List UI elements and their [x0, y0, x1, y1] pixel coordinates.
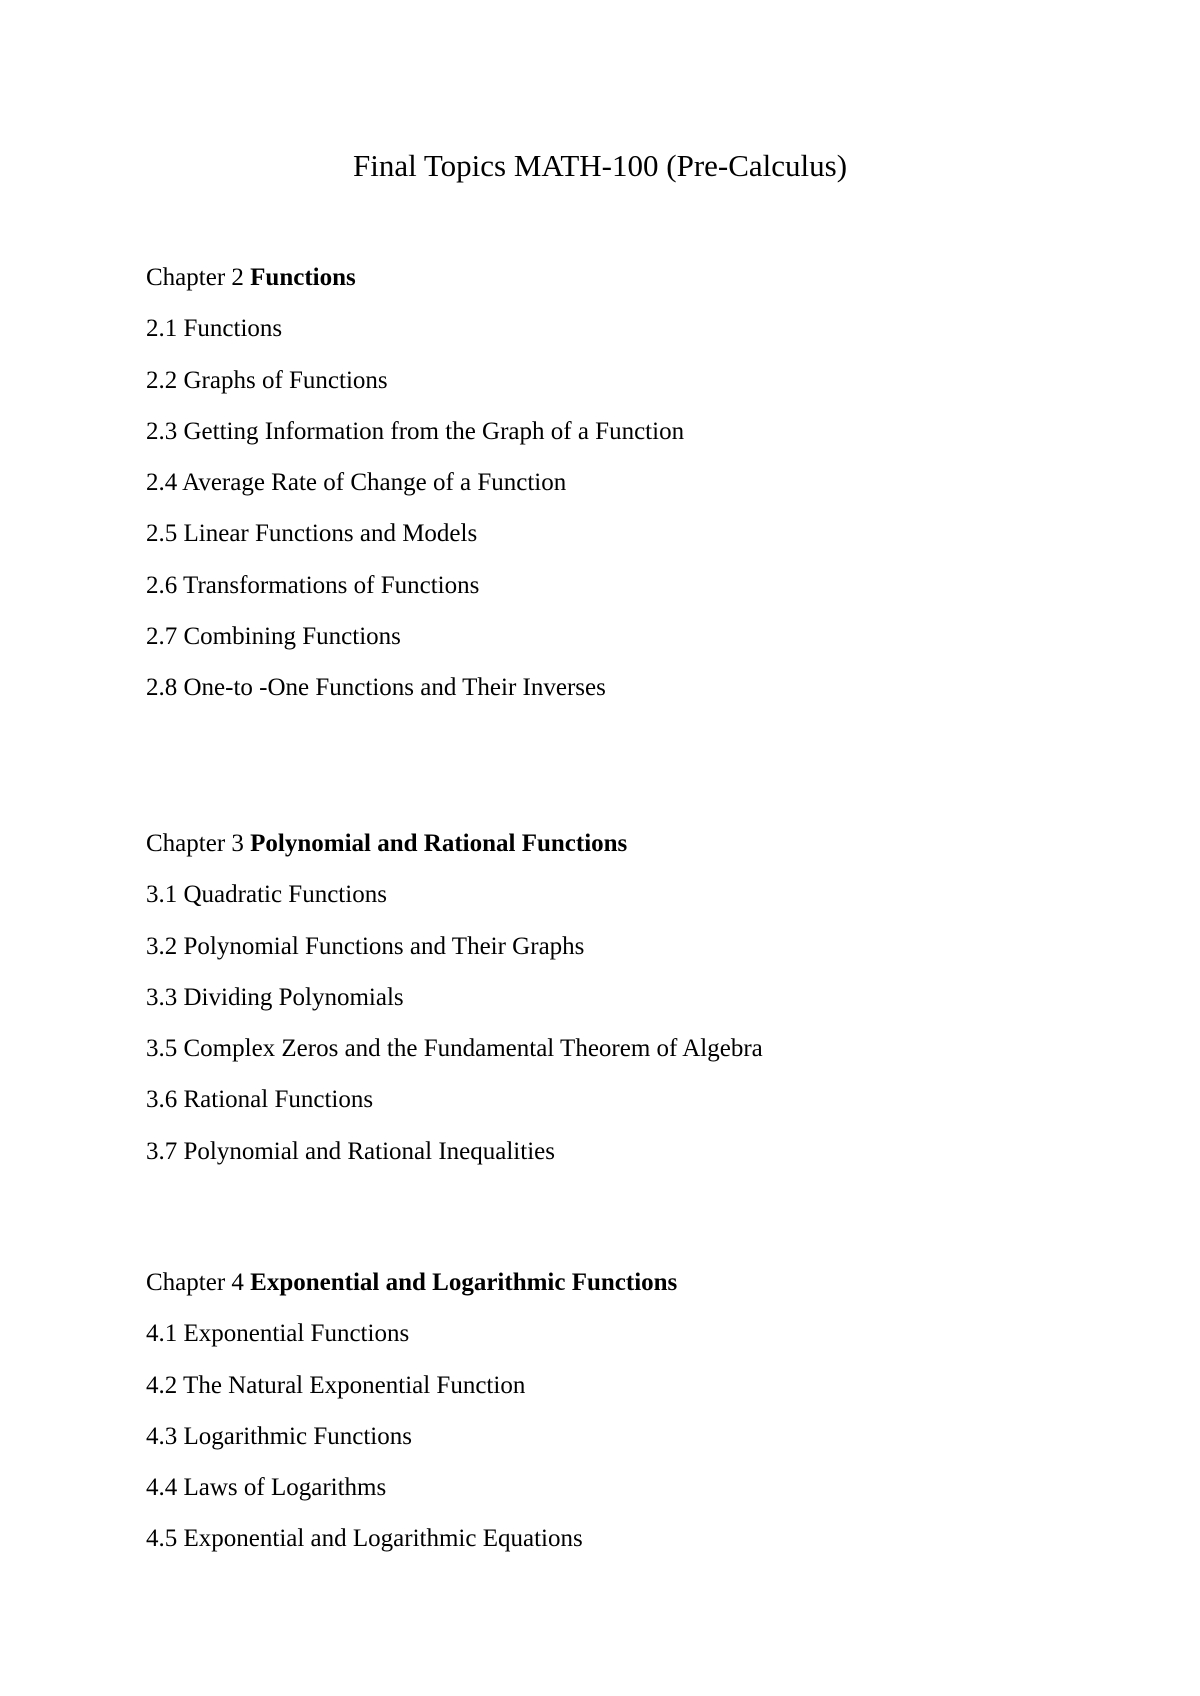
chapter-section — [146, 1257, 1146, 1565]
chapter-heading — [146, 1257, 1146, 1308]
topic-item: 4.5 Exponential and Logarithmic Equations — [146, 1525, 583, 1553]
topic-item: 4.3 Logarithmic Functions — [146, 1422, 412, 1450]
topic-item: 3.2 Polynomial Functions and Their Graphs — [146, 932, 585, 960]
topic-item: 4.4 Laws of Logarithms — [146, 1474, 387, 1502]
chapter-number: Chapter 3 — [146, 830, 244, 857]
topic-item: 2.5 Linear Functions and Models — [146, 520, 478, 548]
topic-item: 2.1 Functions — [146, 315, 283, 343]
chapter-name: Polynomial and Rational Functions — [250, 830, 628, 857]
topic-item: 2.8 One-to -One Functions and Their Inverses — [146, 674, 606, 702]
chapter-section — [146, 818, 1146, 1177]
chapter-number: Chapter 2 — [146, 264, 244, 291]
topic-item: 3.1 Quadratic Functions — [146, 881, 387, 909]
topic-item: 3.6 Rational Functions — [146, 1086, 374, 1114]
chapter-section — [146, 252, 1146, 714]
chapter-name: Functions — [250, 264, 356, 291]
chapter-heading — [146, 818, 1146, 869]
topic-list — [146, 869, 1146, 1177]
topic-item: 2.3 Getting Information from the Graph of a Function — [146, 417, 685, 445]
document-title: Final Topics MATH-100 (Pre-Calculus) — [352, 148, 848, 183]
topic-list — [146, 1308, 1146, 1564]
topic-item: 2.4 Average Rate of Change of a Function — [146, 469, 567, 497]
chapter-number: Chapter 4 — [146, 1269, 244, 1296]
topic-item: 3.3 Dividing Polynomials — [146, 983, 404, 1011]
topic-item: 3.5 Complex Zeros and the Fundamental Theorem of Algebra — [146, 1035, 763, 1063]
topic-item: 2.6 Transformations of Functions — [146, 571, 480, 599]
chapter-name: Exponential and Logarithmic Functions — [250, 1269, 678, 1296]
topic-item: 2.2 Graphs of Functions — [146, 366, 388, 394]
topic-list — [146, 303, 1146, 713]
chapter-heading — [146, 252, 1146, 303]
topic-item: 4.1 Exponential Functions — [146, 1320, 410, 1348]
topic-item: 3.7 Polynomial and Rational Inequalities — [146, 1137, 555, 1165]
topic-item: 2.7 Combining Functions — [146, 623, 401, 651]
topic-item: 4.2 The Natural Exponential Function — [146, 1371, 526, 1399]
